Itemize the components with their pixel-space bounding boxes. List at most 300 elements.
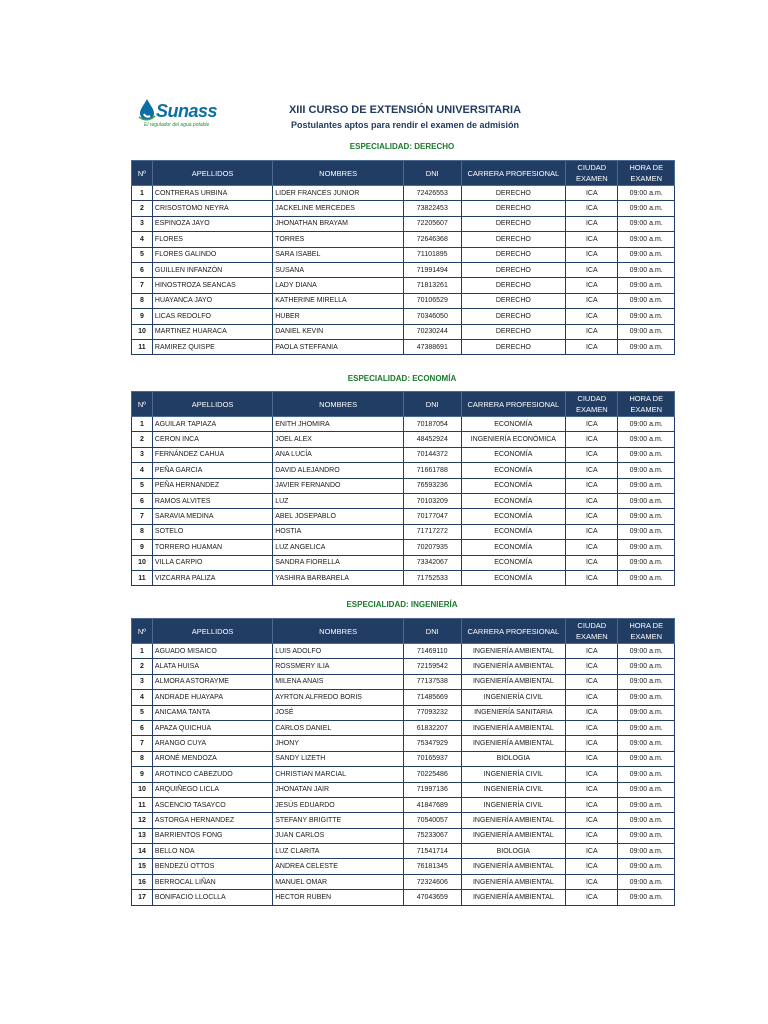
- dni-cell: 71991494: [404, 262, 462, 277]
- carrera-cell: DERECHO: [461, 339, 566, 354]
- dni-cell: 70346050: [404, 309, 462, 324]
- apellidos-cell: ANICAMA TANTA: [152, 705, 272, 720]
- apellidos-cell: AGUADO MISAICO: [152, 644, 272, 659]
- row-number: 1: [132, 417, 153, 432]
- row-number: 13: [132, 828, 153, 843]
- hora-cell: 09:00 a.m.: [618, 859, 675, 874]
- table-row: [132, 232, 675, 247]
- dni-cell: 70165937: [404, 751, 462, 766]
- nombres-cell: JOSÉ: [273, 705, 404, 720]
- nombres-cell: JOEL ALEX: [273, 432, 404, 447]
- nombres-cell: YASHIRA BARBARELA: [273, 570, 404, 585]
- hora-cell: 09:00 a.m.: [618, 493, 675, 508]
- carrera-cell: INGENIERÍA AMBIENTAL: [461, 720, 566, 735]
- row-number: 2: [132, 201, 153, 216]
- apellidos-cell: ARQUIÑEGO LICLA: [152, 782, 272, 797]
- row-number: 12: [132, 813, 153, 828]
- nombres-cell: LUZ ANGELICA: [273, 540, 404, 555]
- dni-cell: 72205607: [404, 216, 462, 231]
- header-number: Nº: [132, 392, 153, 417]
- nombres-cell: DANIEL KEVIN: [273, 324, 404, 339]
- dni-cell: 70225486: [404, 767, 462, 782]
- row-number: 17: [132, 890, 153, 905]
- carrera-cell: INGENIERÍA AMBIENTAL: [461, 890, 566, 905]
- nombres-cell: PAOLA STEFFANIA: [273, 339, 404, 354]
- table-row: [132, 216, 675, 231]
- logo-wordmark: Sunass: [156, 101, 218, 121]
- nombres-cell: ANDREA CELESTE: [273, 859, 404, 874]
- header-number: Nº: [132, 619, 153, 644]
- row-number: 7: [132, 736, 153, 751]
- table-header-row: [132, 392, 675, 417]
- carrera-cell: INGENIERÍA AMBIENTAL: [461, 659, 566, 674]
- nombres-cell: ABEL JOSEPABLO: [273, 509, 404, 524]
- table-row: [132, 828, 675, 843]
- ciudad-cell: ICA: [566, 813, 618, 828]
- table-row: [132, 844, 675, 859]
- ciudad-cell: ICA: [566, 736, 618, 751]
- apellidos-cell: TORRERO HUAMAN: [152, 540, 272, 555]
- table-row: [132, 859, 675, 874]
- hora-cell: 09:00 a.m.: [618, 659, 675, 674]
- nombres-cell: JAVIER FERNANDO: [273, 478, 404, 493]
- table-row: [132, 278, 675, 293]
- apellidos-cell: ARONÉ MENDOZA: [152, 751, 272, 766]
- ciudad-cell: ICA: [566, 797, 618, 812]
- table-economia: [131, 391, 675, 586]
- nombres-cell: LUZ CLARITA: [273, 844, 404, 859]
- hora-cell: 09:00 a.m.: [618, 767, 675, 782]
- carrera-cell: INGENIERÍA CIVIL: [461, 767, 566, 782]
- hora-cell: 09:00 a.m.: [618, 782, 675, 797]
- hora-cell: 09:00 a.m.: [618, 674, 675, 689]
- hora-cell: 09:00 a.m.: [618, 751, 675, 766]
- hora-cell: 09:00 a.m.: [618, 417, 675, 432]
- ciudad-cell: ICA: [566, 890, 618, 905]
- dni-cell: 73342067: [404, 555, 462, 570]
- header-number: Nº: [132, 161, 153, 186]
- dni-cell: 77093232: [404, 705, 462, 720]
- row-number: 11: [132, 339, 153, 354]
- dni-cell: 75347929: [404, 736, 462, 751]
- carrera-cell: INGENIERÍA AMBIENTAL: [461, 828, 566, 843]
- row-number: 5: [132, 705, 153, 720]
- ciudad-cell: ICA: [566, 570, 618, 585]
- table-row: [132, 674, 675, 689]
- apellidos-cell: PEÑA GARCIA: [152, 463, 272, 478]
- row-number: 16: [132, 874, 153, 889]
- hora-cell: 09:00 a.m.: [618, 463, 675, 478]
- hora-cell: 09:00 a.m.: [618, 828, 675, 843]
- row-number: 3: [132, 216, 153, 231]
- ciudad-cell: ICA: [566, 324, 618, 339]
- ciudad-cell: ICA: [566, 705, 618, 720]
- row-number: 1: [132, 644, 153, 659]
- apellidos-cell: AGUILAR TAPIAZA: [152, 417, 272, 432]
- nombres-cell: TORRES: [273, 232, 404, 247]
- table-row: [132, 432, 675, 447]
- apellidos-cell: HINOSTROZA SEANCAS: [152, 278, 272, 293]
- apellidos-cell: ANDRADE HUAYAPA: [152, 690, 272, 705]
- apellidos-cell: FERNÁNDEZ CAHUA: [152, 447, 272, 462]
- apellidos-cell: BONIFACIO LLOCLLA: [152, 890, 272, 905]
- carrera-cell: INGENIERÍA SANITARIA: [461, 705, 566, 720]
- table-row: [132, 705, 675, 720]
- carrera-cell: ECONOMÍA: [461, 447, 566, 462]
- hora-cell: 09:00 a.m.: [618, 293, 675, 308]
- row-number: 4: [132, 690, 153, 705]
- dni-cell: 71541714: [404, 844, 462, 859]
- ciudad-cell: ICA: [566, 659, 618, 674]
- dni-cell: 71717272: [404, 524, 462, 539]
- dni-cell: 72324606: [404, 874, 462, 889]
- ciudad-cell: ICA: [566, 278, 618, 293]
- header-apellidos: APELLIDOS: [152, 161, 272, 186]
- row-number: 9: [132, 767, 153, 782]
- carrera-cell: ECONOMÍA: [461, 493, 566, 508]
- table-row: [132, 493, 675, 508]
- apellidos-cell: CERON INCA: [152, 432, 272, 447]
- header-ciudad: CIUDAD EXAMEN: [566, 392, 618, 417]
- row-number: 6: [132, 262, 153, 277]
- apellidos-cell: MARTINEZ HUARACA: [152, 324, 272, 339]
- hora-cell: 09:00 a.m.: [618, 813, 675, 828]
- row-number: 1: [132, 186, 153, 201]
- hora-cell: 09:00 a.m.: [618, 705, 675, 720]
- dni-cell: 76181345: [404, 859, 462, 874]
- header-apellidos: APELLIDOS: [152, 619, 272, 644]
- row-number: 5: [132, 247, 153, 262]
- hora-cell: 09:00 a.m.: [618, 890, 675, 905]
- nombres-cell: LUIS ADOLFO: [273, 644, 404, 659]
- carrera-cell: ECONOMÍA: [461, 524, 566, 539]
- ciudad-cell: ICA: [566, 828, 618, 843]
- ciudad-cell: ICA: [566, 782, 618, 797]
- carrera-cell: ECONOMÍA: [461, 540, 566, 555]
- apellidos-cell: VIZCARRA PALIZA: [152, 570, 272, 585]
- ciudad-cell: ICA: [566, 555, 618, 570]
- hora-cell: 09:00 a.m.: [618, 201, 675, 216]
- hora-cell: 09:00 a.m.: [618, 247, 675, 262]
- carrera-cell: DERECHO: [461, 247, 566, 262]
- row-number: 3: [132, 674, 153, 689]
- carrera-cell: DERECHO: [461, 293, 566, 308]
- header-nombres: NOMBRES: [273, 161, 404, 186]
- nombres-cell: LUZ: [273, 493, 404, 508]
- hora-cell: 09:00 a.m.: [618, 324, 675, 339]
- row-number: 7: [132, 509, 153, 524]
- hora-cell: 09:00 a.m.: [618, 736, 675, 751]
- hora-cell: 09:00 a.m.: [618, 844, 675, 859]
- nombres-cell: JHONY: [273, 736, 404, 751]
- section-title-derecho: ESPECIALIDAD: DERECHO: [349, 142, 455, 151]
- ciudad-cell: ICA: [566, 293, 618, 308]
- apellidos-cell: RAMOS ALVITES: [152, 493, 272, 508]
- row-number: 11: [132, 797, 153, 812]
- logo-tagline: El regulador del agua potable: [144, 122, 210, 128]
- ciudad-cell: ICA: [566, 309, 618, 324]
- document-subtitle: Postulantes aptos para rendir el examen de admisión: [290, 120, 520, 130]
- nombres-cell: DAVID ALEJANDRO: [273, 463, 404, 478]
- nombres-cell: KATHERINE MIRELLA: [273, 293, 404, 308]
- row-number: 11: [132, 570, 153, 585]
- table-row: [132, 890, 675, 905]
- carrera-cell: INGENIERÍA AMBIENTAL: [461, 644, 566, 659]
- apellidos-cell: ALATA HUISA: [152, 659, 272, 674]
- ciudad-cell: ICA: [566, 417, 618, 432]
- apellidos-cell: PEÑA HERNANDEZ: [152, 478, 272, 493]
- nombres-cell: STEFANY BRIGITTE: [273, 813, 404, 828]
- dni-cell: 47043659: [404, 890, 462, 905]
- ciudad-cell: ICA: [566, 247, 618, 262]
- header-carrera: CARRERA PROFESIONAL: [461, 161, 566, 186]
- dni-cell: 72159542: [404, 659, 462, 674]
- hora-cell: 09:00 a.m.: [618, 509, 675, 524]
- table-header-row: [132, 161, 675, 186]
- table-row: [132, 262, 675, 277]
- header-hora: HORA DE EXAMEN: [618, 619, 675, 644]
- carrera-cell: INGENIERÍA AMBIENTAL: [461, 813, 566, 828]
- table-row: [132, 736, 675, 751]
- ciudad-cell: ICA: [566, 674, 618, 689]
- dni-cell: 71469110: [404, 644, 462, 659]
- header-dni: DNI: [404, 619, 462, 644]
- header-nombres: NOMBRES: [273, 619, 404, 644]
- carrera-cell: DERECHO: [461, 216, 566, 231]
- nombres-cell: MANUEL OMAR: [273, 874, 404, 889]
- ciudad-cell: ICA: [566, 844, 618, 859]
- nombres-cell: CHRISTIAN MARCIAL: [273, 767, 404, 782]
- row-number: 10: [132, 324, 153, 339]
- ciudad-cell: ICA: [566, 859, 618, 874]
- header-apellidos: APELLIDOS: [152, 392, 272, 417]
- nombres-cell: SARA ISABEL: [273, 247, 404, 262]
- row-number: 10: [132, 782, 153, 797]
- header-carrera: CARRERA PROFESIONAL: [461, 619, 566, 644]
- carrera-cell: INGENIERÍA ECONÓMICA: [461, 432, 566, 447]
- carrera-cell: INGENIERÍA CIVIL: [461, 690, 566, 705]
- carrera-cell: DERECHO: [461, 262, 566, 277]
- table-row: [132, 813, 675, 828]
- row-number: 6: [132, 720, 153, 735]
- nombres-cell: JHONATAN JAIR: [273, 782, 404, 797]
- row-number: 4: [132, 463, 153, 478]
- dni-cell: 70230244: [404, 324, 462, 339]
- table-row: [132, 447, 675, 462]
- nombres-cell: JESÚS EDUARDO: [273, 797, 404, 812]
- table-row: [132, 767, 675, 782]
- carrera-cell: DERECHO: [461, 201, 566, 216]
- table-row: [132, 309, 675, 324]
- hora-cell: 09:00 a.m.: [618, 232, 675, 247]
- ciudad-cell: ICA: [566, 478, 618, 493]
- carrera-cell: INGENIERÍA AMBIENTAL: [461, 736, 566, 751]
- apellidos-cell: CONTRERAS URBINA: [152, 186, 272, 201]
- ciudad-cell: ICA: [566, 262, 618, 277]
- carrera-cell: INGENIERÍA AMBIENTAL: [461, 674, 566, 689]
- dni-cell: 71485669: [404, 690, 462, 705]
- apellidos-cell: AROTINCO CABEZUDO: [152, 767, 272, 782]
- nombres-cell: ANA LUCÍA: [273, 447, 404, 462]
- table-row: [132, 797, 675, 812]
- nombres-cell: JACKELINE MERCEDES: [273, 201, 404, 216]
- table-row: [132, 324, 675, 339]
- table-row: [132, 293, 675, 308]
- hora-cell: 09:00 a.m.: [618, 447, 675, 462]
- dni-cell: 72646368: [404, 232, 462, 247]
- apellidos-cell: ESPINOZA JAYO: [152, 216, 272, 231]
- hora-cell: 09:00 a.m.: [618, 690, 675, 705]
- table-row: [132, 463, 675, 478]
- table-row: [132, 524, 675, 539]
- nombres-cell: SUSANA: [273, 262, 404, 277]
- dni-cell: 71101895: [404, 247, 462, 262]
- nombres-cell: ROSSMERY ILIA: [273, 659, 404, 674]
- dni-cell: 71752533: [404, 570, 462, 585]
- carrera-cell: DERECHO: [461, 278, 566, 293]
- dni-cell: 71813261: [404, 278, 462, 293]
- ciudad-cell: ICA: [566, 644, 618, 659]
- table-row: [132, 186, 675, 201]
- hora-cell: 09:00 a.m.: [618, 278, 675, 293]
- section-title-economia: ESPECIALIDAD: ECONOMÍA: [347, 374, 457, 383]
- carrera-cell: DERECHO: [461, 232, 566, 247]
- nombres-cell: HOSTIA: [273, 524, 404, 539]
- ciudad-cell: ICA: [566, 339, 618, 354]
- ciudad-cell: ICA: [566, 524, 618, 539]
- hora-cell: 09:00 a.m.: [618, 570, 675, 585]
- nombres-cell: LADY DIANA: [273, 278, 404, 293]
- nombres-cell: HECTOR RUBEN: [273, 890, 404, 905]
- table-row: [132, 874, 675, 889]
- header-dni: DNI: [404, 161, 462, 186]
- ciudad-cell: ICA: [566, 690, 618, 705]
- apellidos-cell: GUILLEN INFANZÓN: [152, 262, 272, 277]
- ciudad-cell: ICA: [566, 767, 618, 782]
- dni-cell: 73822453: [404, 201, 462, 216]
- apellidos-cell: BENDEZÚ OTTOS: [152, 859, 272, 874]
- header-ciudad: CIUDAD EXAMEN: [566, 619, 618, 644]
- carrera-cell: ECONOMÍA: [461, 478, 566, 493]
- row-number: 15: [132, 859, 153, 874]
- nombres-cell: AYRTON ALFREDO BORIS: [273, 690, 404, 705]
- table-row: [132, 659, 675, 674]
- hora-cell: 09:00 a.m.: [618, 262, 675, 277]
- dni-cell: 47388691: [404, 339, 462, 354]
- apellidos-cell: ALMORA ASTORAYME: [152, 674, 272, 689]
- row-number: 10: [132, 555, 153, 570]
- hora-cell: 09:00 a.m.: [618, 432, 675, 447]
- hora-cell: 09:00 a.m.: [618, 478, 675, 493]
- hora-cell: 09:00 a.m.: [618, 186, 675, 201]
- carrera-cell: DERECHO: [461, 324, 566, 339]
- row-number: 8: [132, 293, 153, 308]
- table-row: [132, 540, 675, 555]
- header-ciudad: CIUDAD EXAMEN: [566, 161, 618, 186]
- apellidos-cell: ARANGO CUYA: [152, 736, 272, 751]
- hora-cell: 09:00 a.m.: [618, 540, 675, 555]
- row-number: 3: [132, 447, 153, 462]
- nombres-cell: JHONATHAN BRAYAM: [273, 216, 404, 231]
- ciudad-cell: ICA: [566, 720, 618, 735]
- nombres-cell: LIDER FRANCES JUNIOR: [273, 186, 404, 201]
- apellidos-cell: LICAS REDOLFO: [152, 309, 272, 324]
- dni-cell: 70540057: [404, 813, 462, 828]
- dni-cell: 71661788: [404, 463, 462, 478]
- carrera-cell: INGENIERÍA AMBIENTAL: [461, 874, 566, 889]
- row-number: 9: [132, 540, 153, 555]
- nombres-cell: CARLOS DANIEL: [273, 720, 404, 735]
- apellidos-cell: ASTORGA HERNANDEZ: [152, 813, 272, 828]
- dni-cell: 70106529: [404, 293, 462, 308]
- dni-cell: 70187054: [404, 417, 462, 432]
- hora-cell: 09:00 a.m.: [618, 720, 675, 735]
- dni-cell: 61832207: [404, 720, 462, 735]
- header-hora: HORA DE EXAMEN: [618, 161, 675, 186]
- hora-cell: 09:00 a.m.: [618, 216, 675, 231]
- apellidos-cell: BARRIENTOS FONG: [152, 828, 272, 843]
- dni-cell: 70103209: [404, 493, 462, 508]
- table-row: [132, 570, 675, 585]
- dni-cell: 70207935: [404, 540, 462, 555]
- nombres-cell: HUBER: [273, 309, 404, 324]
- table-row: [132, 478, 675, 493]
- table-row: [132, 720, 675, 735]
- hora-cell: 09:00 a.m.: [618, 339, 675, 354]
- ciudad-cell: ICA: [566, 751, 618, 766]
- table-row: [132, 555, 675, 570]
- apellidos-cell: FLORES GALINDO: [152, 247, 272, 262]
- apellidos-cell: ASCENCIO TASAYCO: [152, 797, 272, 812]
- apellidos-cell: CRISOSTOMO NEYRA: [152, 201, 272, 216]
- row-number: 9: [132, 309, 153, 324]
- ciudad-cell: ICA: [566, 216, 618, 231]
- table-row: [132, 782, 675, 797]
- ciudad-cell: ICA: [566, 463, 618, 478]
- ciudad-cell: ICA: [566, 540, 618, 555]
- ciudad-cell: ICA: [566, 186, 618, 201]
- apellidos-cell: SOTELO: [152, 524, 272, 539]
- carrera-cell: ECONOMÍA: [461, 509, 566, 524]
- hora-cell: 09:00 a.m.: [618, 874, 675, 889]
- table-row: [132, 417, 675, 432]
- header-carrera: CARRERA PROFESIONAL: [461, 392, 566, 417]
- dni-cell: 72426553: [404, 186, 462, 201]
- carrera-cell: BIOLOGIA: [461, 844, 566, 859]
- nombres-cell: SANDRA FIORELLA: [273, 555, 404, 570]
- ciudad-cell: ICA: [566, 201, 618, 216]
- row-number: 5: [132, 478, 153, 493]
- hora-cell: 09:00 a.m.: [618, 644, 675, 659]
- apellidos-cell: BERROCAL LIÑAN: [152, 874, 272, 889]
- nombres-cell: MILENA ANAIS: [273, 674, 404, 689]
- apellidos-cell: HUAYANCA JAYO: [152, 293, 272, 308]
- carrera-cell: DERECHO: [461, 186, 566, 201]
- row-number: 8: [132, 524, 153, 539]
- apellidos-cell: RAMIREZ QUISPE: [152, 339, 272, 354]
- nombres-cell: ENITH JHOMIRA: [273, 417, 404, 432]
- ciudad-cell: ICA: [566, 432, 618, 447]
- hora-cell: 09:00 a.m.: [618, 555, 675, 570]
- header-hora: HORA DE EXAMEN: [618, 392, 675, 417]
- table-row: [132, 644, 675, 659]
- row-number: 7: [132, 278, 153, 293]
- table-row: [132, 339, 675, 354]
- hora-cell: 09:00 a.m.: [618, 524, 675, 539]
- apellidos-cell: BELLO NOA: [152, 844, 272, 859]
- document-title: XIII CURSO DE EXTENSIÓN UNIVERSITARIA: [288, 104, 522, 116]
- carrera-cell: ECONOMÍA: [461, 463, 566, 478]
